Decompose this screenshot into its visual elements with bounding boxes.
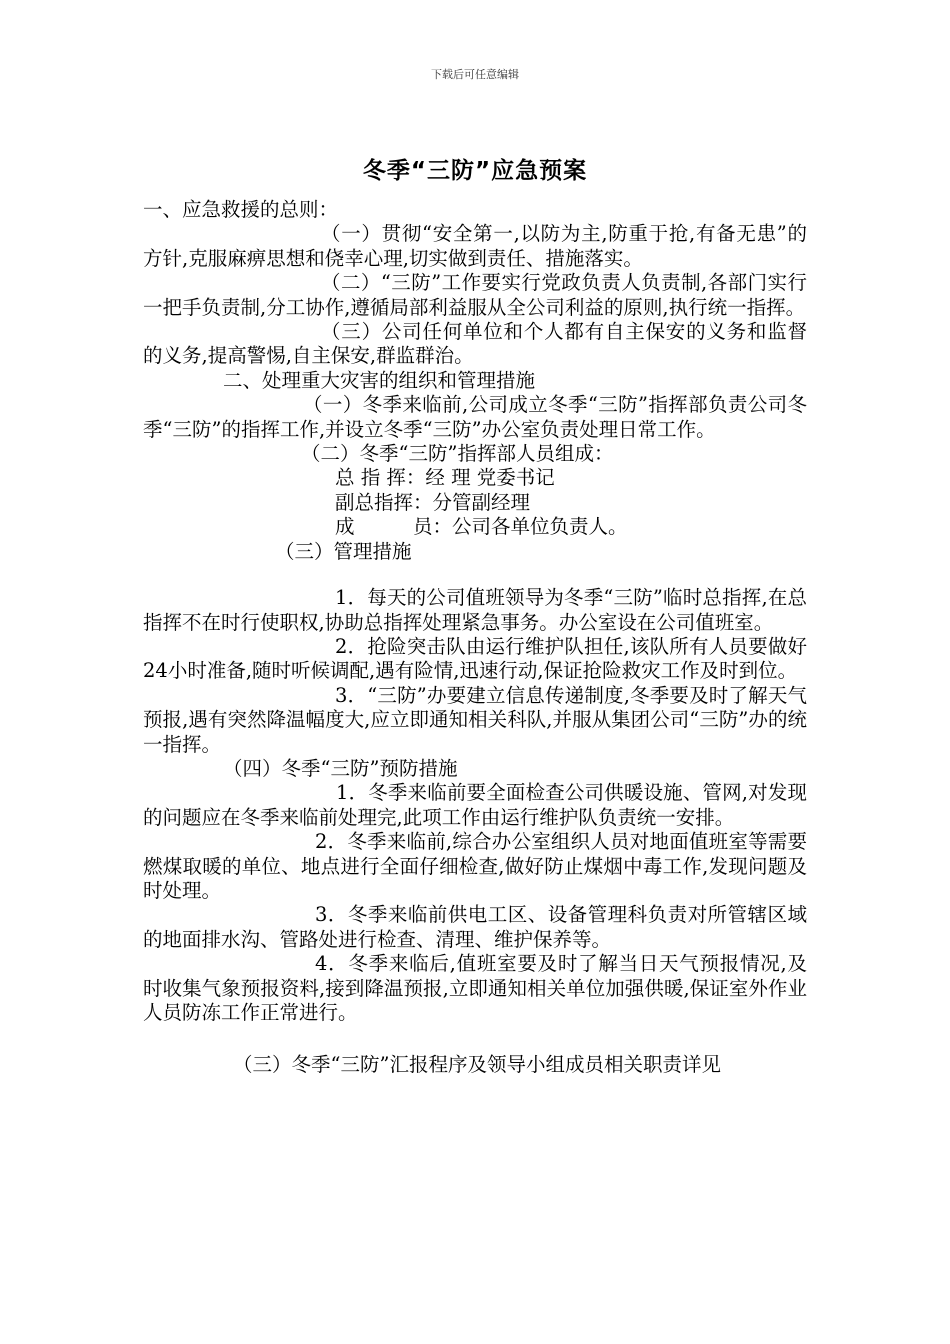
paragraph: （三）冬季“三防”汇报程序及领导小组成员相关职责详见 xyxy=(233,1053,721,1077)
spacer xyxy=(143,1025,807,1053)
list-item: 3．冬季来临前供电工区、设备管理科负责对所管辖区域的地面排水沟、管路处进行检查、清理、维护保养等。 xyxy=(143,903,807,951)
page-header-note: 下载后可任意编辑 xyxy=(431,68,519,81)
list-item: 4．冬季来临后,值班室要及时了解当日天气预报情况,及时收集气象预报资料,接到降温预报,立即通知相关单位加强供暖,保证室外作业人员防冻工作正常进行。 xyxy=(143,952,807,1024)
paragraph: （二）冬季“三防”指挥部人员组成： xyxy=(301,442,614,466)
list-item: 1．每天的公司值班领导为冬季“三防”临时总指挥,在总指挥不在时行使职权,协助总指挥处理紧急事务。办公室设在公司值班室。 xyxy=(143,586,807,634)
paragraph: （二）“三防”工作要实行党政负责人负责制,各部门实行一把手负责制,分工协作,遵循局部利益服从全公司利益的原则,执行统一指挥。 xyxy=(143,271,807,319)
document-body xyxy=(143,198,807,1078)
list-item: 2．冬季来临前,综合办公室组织人员对地面值班室等需要燃煤取暖的单位、地点进行全面仔细检查,做好防止煤烟中毒工作,发现问题及时处理。 xyxy=(143,830,807,902)
list-item: 1．冬季来临前要全面检查公司供暖设施、管网,对发现的问题应在冬季来临前处理完,此项工作由运行维护队负责统一安排。 xyxy=(143,781,807,829)
paragraph: （一）贯彻“安全第一,以防为主,防重于抢,有备无患”的方针,克服麻痹思想和侥幸心理,切实做到责任、措施落实。 xyxy=(143,222,807,270)
list-item: 2．抢险突击队由运行维护队担任,该队所有人员要做好24小时准备,随时听候调配,遇有险情,迅速行动,保证抢险救灾工作及时到位。 xyxy=(143,634,807,683)
spacer xyxy=(143,564,807,586)
subsection-heading: （四）冬季“三防”预防措施 xyxy=(223,756,458,780)
paragraph: （三）公司任何单位和个人都有自主保安的义务和监督的义务,提高警惕,自主保安,群监群治。 xyxy=(143,320,807,368)
document-title: 冬季“三防”应急预案 xyxy=(362,158,588,184)
section-2-heading: 二、处理重大灾害的组织和管理措施 xyxy=(223,368,536,392)
roster-line: 总 指 挥：经 理 党委书记 xyxy=(335,466,555,490)
roster-line: 成 员：公司各单位负责人。 xyxy=(335,515,628,539)
paragraph: （一）冬季来临前,公司成立冬季“三防”指挥部负责公司冬季“三防”的指挥工作,并设立冬季“三防”办公室负责处理日常工作。 xyxy=(143,393,807,441)
roster-line: 副总指挥：分管副经理 xyxy=(335,490,531,514)
section-1-heading: 一、应急救援的总则： xyxy=(143,198,339,221)
subsection-heading: （三）管理措施 xyxy=(275,539,412,563)
list-item: 3．“三防”办要建立信息传递制度,冬季要及时了解天气预报,遇有突然降温幅度大,应立即通知相关科队,并服从集团公司“三防”办的统一指挥。 xyxy=(143,683,807,756)
